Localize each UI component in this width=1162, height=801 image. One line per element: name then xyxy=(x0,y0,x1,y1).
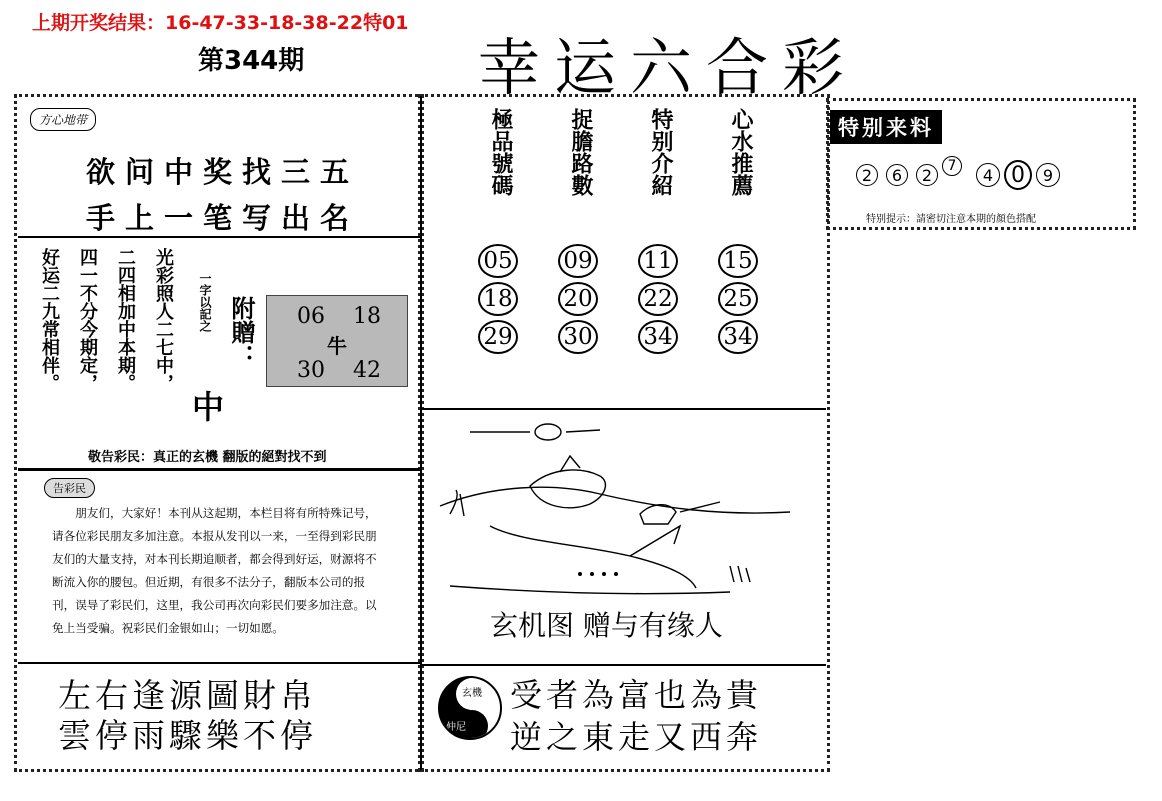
poem-column: 好运二九常相伴。 xyxy=(39,248,60,392)
number-ball: 18 xyxy=(478,282,518,316)
gift-char: 中 xyxy=(192,388,225,426)
special-digit: 9 xyxy=(1036,163,1060,187)
special-digit: 6 xyxy=(886,164,908,186)
letter-paragraph: 朋友们，大家好！本刊从这起期，本栏目将有所特殊记号，请各位彩民朋友多加注意。本报从发刊以一来，一至得到彩民朋友们的大量支持，对本刊长期追顺者，都会得到好运，财源将不断流入你的腰包。但近期，有很多不法分子，翻版本公司的报刊，误导了彩民们，这里，我公司再次向彩民们要多加注意。以免上当受骗。祝彩民们金银如山；一切如愿。 xyxy=(52,506,377,635)
tips-column-title: 捉膽路數 xyxy=(568,108,593,196)
corner-badge-text: 方心地带 xyxy=(39,113,88,127)
number-ball: 30 xyxy=(558,320,598,354)
number-ball: 34 xyxy=(638,320,678,354)
notice-text: 敬告彩民：真正的玄機 翻版的絕對找不到 xyxy=(88,450,327,465)
corner-badge xyxy=(30,108,96,131)
letter-badge xyxy=(44,478,95,498)
gift-label: 附贈： xyxy=(227,296,256,368)
special-digit: 0 xyxy=(1004,160,1032,190)
number-ball: 05 xyxy=(478,244,518,278)
divider xyxy=(422,408,826,410)
tips-columns xyxy=(478,108,798,196)
number-ball: 29 xyxy=(478,320,518,354)
slogan-line-1: 欲问中奖找三五 xyxy=(86,155,360,189)
divider xyxy=(18,662,420,664)
gift-number: 06 xyxy=(297,304,325,329)
poem-column: 光彩照人二七中， xyxy=(153,248,174,392)
special-label-text: 特别来料 xyxy=(838,115,934,140)
gift-zodiac: 牛 xyxy=(327,334,347,358)
gift-number-box xyxy=(266,295,408,387)
special-digit: 2 xyxy=(916,164,938,186)
divider xyxy=(422,664,826,666)
side-note: 一字以記之 xyxy=(198,272,212,332)
number-ball: 09 xyxy=(558,244,598,278)
picture-caption: 玄机图 赠与有缘人 xyxy=(490,609,723,642)
poem-block xyxy=(28,248,178,438)
special-hint: 特别提示：請密切注意本期的顏色搭配 xyxy=(866,214,1036,225)
tips-column-title: 極品號碼 xyxy=(488,108,513,196)
yin-yang-logo xyxy=(438,676,502,740)
special-label xyxy=(830,110,942,144)
number-ball: 22 xyxy=(638,282,678,316)
number-ball: 11 xyxy=(638,244,678,278)
gift-number: 30 xyxy=(297,358,325,383)
poem-column: 二四相加中本期。 xyxy=(115,248,136,392)
special-digit: 7 xyxy=(942,156,962,176)
number-ball: 34 xyxy=(718,320,758,354)
special-digit: 4 xyxy=(976,163,1000,187)
mystery-picture xyxy=(430,416,820,602)
previous-result: 上期开奖结果：16-47-33-18-38-22特01 xyxy=(32,12,409,34)
tips-column-title: 特别介紹 xyxy=(648,108,673,196)
poem-column: 四一不分今期定， xyxy=(77,248,98,392)
letter-badge-text: 告彩民 xyxy=(53,482,86,495)
divider xyxy=(18,468,420,471)
logo-top-text: 玄機 xyxy=(462,688,482,699)
special-digits xyxy=(856,160,1060,190)
gift-number: 42 xyxy=(353,358,381,383)
tips-column-title: 心水推薦 xyxy=(728,108,753,196)
gift-number: 18 xyxy=(353,304,381,329)
tips-number-grid xyxy=(478,244,798,354)
bottom-right-line-2: 逆之東走又西奔 xyxy=(510,718,763,756)
couplet-line-2: 雲停雨驟樂不停 xyxy=(58,716,317,755)
number-ball: 25 xyxy=(718,282,758,316)
number-ball: 20 xyxy=(558,282,598,316)
bottom-right-line-1: 受者為富也為貴 xyxy=(510,676,763,714)
moon-icon xyxy=(535,424,561,440)
couplet-line-1: 左右逢源圖財帛 xyxy=(58,676,317,715)
logo-bottom-text: 仲尼 xyxy=(446,722,466,733)
period-number: 第344期 xyxy=(198,46,305,76)
special-digit: 2 xyxy=(856,164,878,186)
page-title: 幸运六合彩 xyxy=(478,31,859,104)
vertical-divider xyxy=(420,96,422,770)
slogan-line-2: 手上一笔写出名 xyxy=(86,201,360,235)
number-ball: 15 xyxy=(718,244,758,278)
